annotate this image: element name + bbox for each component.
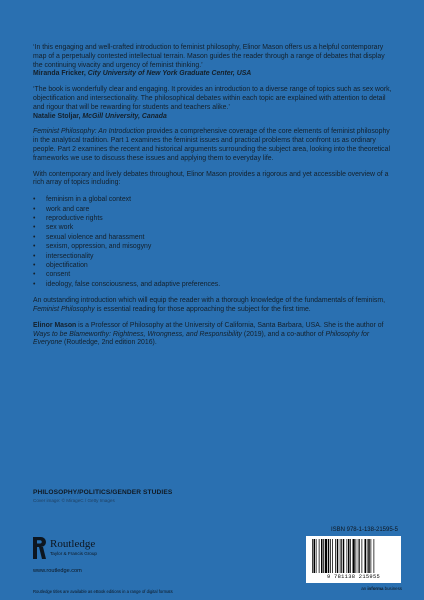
description-text: An outstanding introduction which will equip the reader with a thorough knowledge of the fundamentals of feminism,	[33, 297, 386, 305]
list-item: • ideology, false consciousness, and adaptive preferences.	[33, 280, 393, 289]
quote-affiliation: City University of New York Graduate Center, USA	[87, 70, 252, 78]
list-item: • consent	[33, 270, 393, 279]
routledge-r-icon	[33, 537, 46, 559]
list-item: • work and care	[33, 205, 393, 214]
author-bio-text: (2019), and a co-author of	[241, 330, 326, 338]
informa-note	[340, 586, 402, 591]
list-item: • intersectionality	[33, 252, 393, 261]
author-bio-text: is a Professor of Philosophy at the University of California, Santa Barbara, USA. She is the author of	[76, 321, 384, 329]
informa-suffix: business	[383, 586, 402, 591]
author-bio-text: (Routledge, 2nd edition 2016).	[62, 339, 157, 347]
topics-list	[33, 195, 393, 289]
ebook-note: Routledge titles are available as eBook editions in a range of digital formats	[33, 589, 173, 594]
barcode-digits: 9 781138 215955	[326, 574, 381, 580]
book-title: Feminist Philosophy: An Introduction	[33, 128, 145, 136]
description-paragraph	[33, 297, 393, 315]
list-item: • feminism in a global context	[33, 195, 393, 204]
publisher-group: Taylor & Francis Group	[50, 551, 97, 556]
list-item: • sexual violence and harassment	[33, 233, 393, 242]
isbn-number: ISBN 978-1-138-21595-5	[330, 527, 398, 533]
isbn-barcode	[306, 536, 401, 583]
list-item: • objectification	[33, 261, 393, 270]
quote-text: ‘In this engaging and well-crafted introduction to feminist philosophy, Elinor Mason offers us a helpful contemporary map of a perpetually contested intellectual terrain. Mason guides the reader through a range of debates that display the continuing vivacity and urgency of feminist thinking.’	[33, 44, 385, 69]
author-book-title: Philosophy for Everyone	[33, 330, 370, 347]
cover-image-credit: Cover image: © MirageC / Getty Images	[33, 498, 115, 503]
endorsement-quote	[33, 86, 393, 121]
list-item: • reproductive rights	[33, 214, 393, 223]
publisher-logo	[33, 537, 143, 563]
barcode-icon	[310, 539, 397, 573]
quote-author: Natalie Stoljar,	[33, 112, 81, 120]
quote-attribution	[33, 113, 393, 122]
list-item: • sex work	[33, 223, 393, 232]
list-item: • sexism, oppression, and misogyny	[33, 242, 393, 251]
endorsement-quote	[33, 44, 393, 79]
description-paragraph	[33, 128, 393, 163]
book-title: Feminist Philosophy	[33, 306, 95, 314]
publisher-name: Routledge	[50, 538, 96, 550]
publisher-website: www.routledge.com	[33, 568, 82, 574]
quote-author: Miranda Fricker,	[33, 70, 86, 78]
author-bio	[33, 322, 393, 348]
subject-category: PHILOSOPHY/POLITICS/GENDER STUDIES	[33, 489, 173, 496]
description-text: provides a comprehensive coverage of the core elements of feminist philosophy in the analytical tradition. Part 1 examines the feminist issues and practical problems that confront us as ordinary people. Part 2 examines the recent and historical arguments surrounding the subject area, looking into the theoretical frameworks we use to discuss these issues and applying them to everyday life.	[33, 128, 390, 162]
quote-attribution	[33, 70, 393, 79]
cover-text	[33, 44, 393, 355]
description-text: is essential reading for those approaching the subject for the first time.	[94, 306, 311, 314]
author-book-title: Ways to be Blameworthy: Rightness, Wrongness, and Responsibility	[33, 330, 242, 338]
informa-brand: informa	[367, 586, 384, 591]
quote-text: ‘The book is wonderfully clear and engaging. It provides an introduction to a diverse range of topics such as sex work, objectification and intersectionality. The philosophical debates within each topic are explained with attention to detail and rigour that will be rewarding for students and teachers alike.’	[33, 86, 392, 111]
description-paragraph: With contemporary and lively debates throughout, Elinor Mason provides a rigorous and yet accessible overview of a rich array of topics including:	[33, 170, 389, 187]
author-name: Elinor Mason	[33, 321, 77, 329]
quote-affiliation: McGill University, Canada	[82, 112, 167, 120]
informa-prefix: an	[361, 586, 368, 591]
